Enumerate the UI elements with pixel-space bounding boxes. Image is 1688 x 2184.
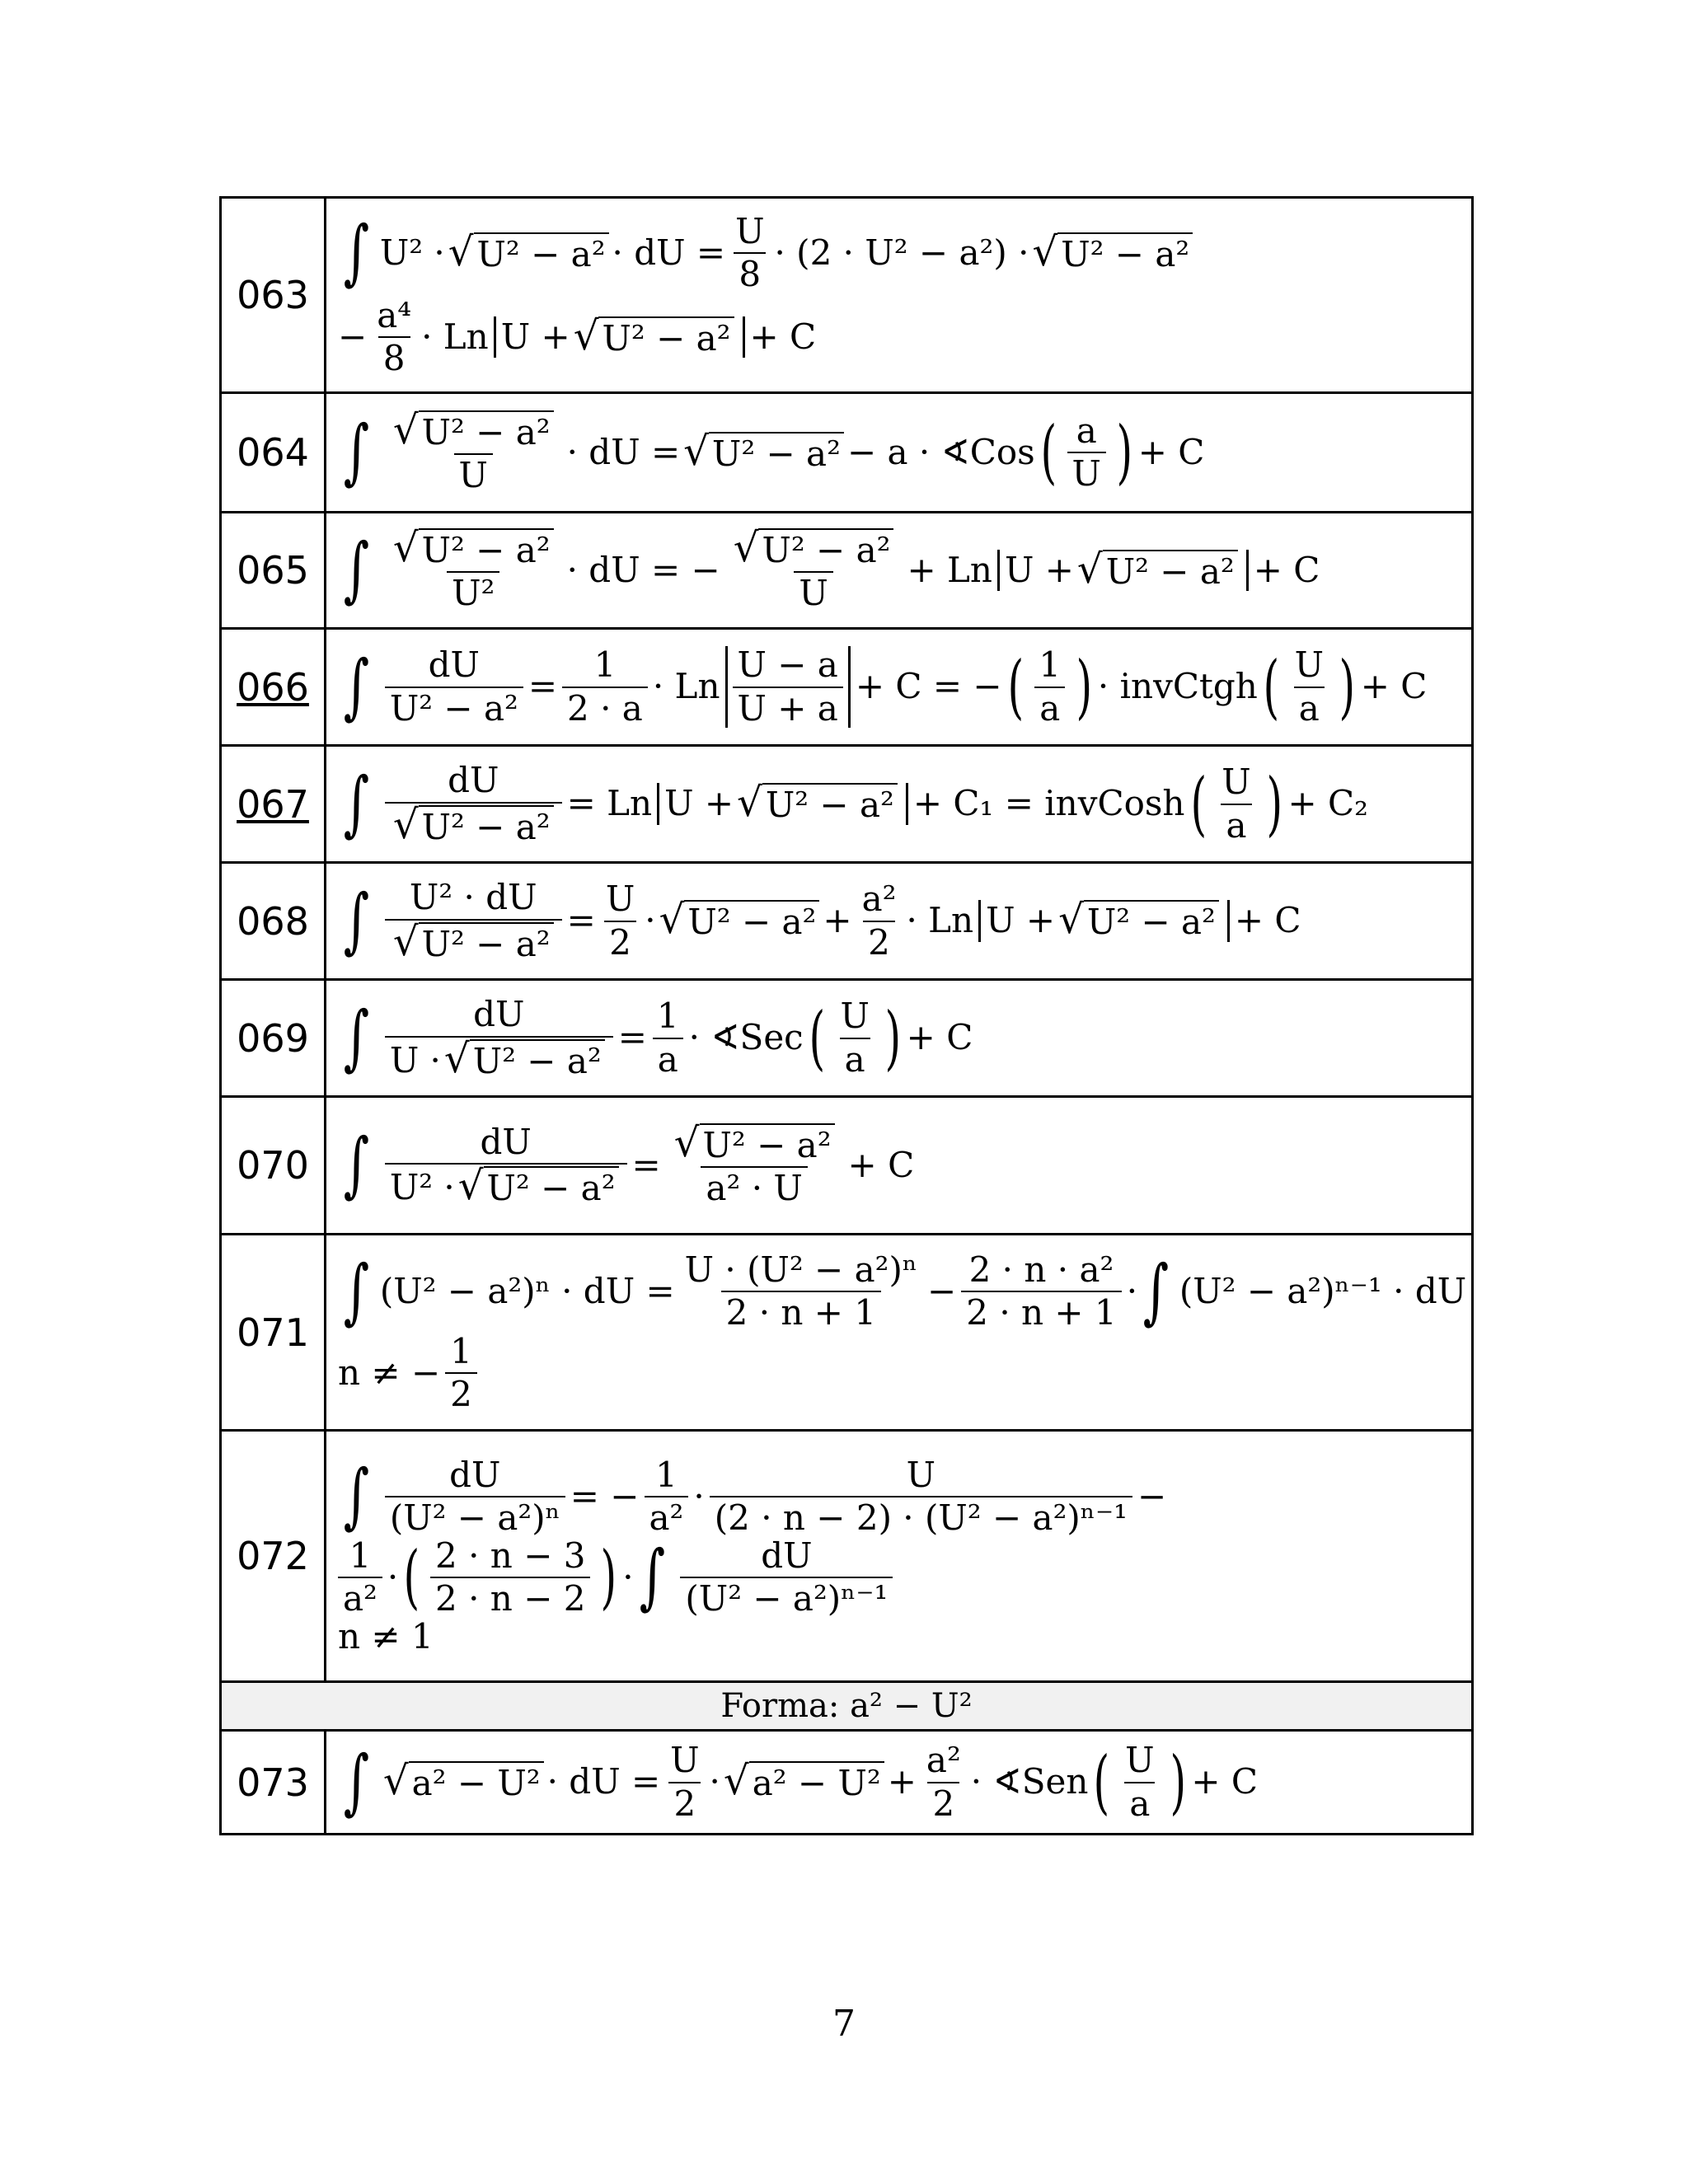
fraction: dU U² · √ U² − a² [385, 1123, 627, 1207]
formula-cell: ∫ dU U² · √ U² − a² = √ U² − a² a² · U + C [326, 1097, 1473, 1235]
square-root: √ U² − a² [1032, 232, 1193, 274]
table-row [221, 1097, 1473, 1235]
formula-cell: ∫ √ a² − U² · dU = $\frac{U}{2}$ · √ a² − U² + $\frac{\text{a²}}{2}$ · ∢Sen ( $\frac{U}{a}$ ) + C [326, 1731, 1473, 1835]
fraction: $\frac{1}{\text{a²}}$ [338, 1537, 382, 1618]
fraction: $\frac{\text{2 · n · a²}}{2 \cdot n + 1}$ [961, 1251, 1121, 1332]
row-number: 063 [221, 198, 326, 393]
formula-cell: ∫ dU √ U² − a² = Ln U + √ U² − a² + C₁ = invCosh ( $\frac{U}{a}$ ) + C₂ [326, 746, 1473, 863]
row-number: 068 [221, 863, 326, 980]
row-number: 067 [221, 746, 326, 863]
square-root: √ U² − a² [683, 432, 844, 473]
row-number: 065 [221, 513, 326, 629]
table-row [221, 1731, 1473, 1835]
formula-cell: ∫ dU U · √ U² − a² = $\frac{1}{a}$ · ∢Sec ( $\frac{U}{a}$ ) + C [326, 980, 1473, 1097]
formula-cell: ∫ $\frac{dU}{\text{U² − a²}}$ = $\frac{1}{2 \cdot a}$ · Ln $\frac{U - a}{U + a}$ + C = − ( $\frac{1}{a}$ ) · invCtgh ( $\frac{U}{a}$ ) + C [326, 629, 1473, 746]
absolute-value: U + √ U² − a² [494, 316, 745, 358]
parenthesis: ( $\frac{1}{a}$ ) [1007, 644, 1093, 729]
table-row [221, 198, 1473, 393]
square-root: √ a² − U² [724, 1761, 884, 1802]
formula-cell: ∫ √ U² − a² U · dU = √ U² − a² − a · ∢Cos ( $\frac{a}{U}$ ) + C [326, 393, 1473, 513]
row-number: 071 [221, 1235, 326, 1431]
table-row [221, 980, 1473, 1097]
condition: n ≠ 1 [338, 1616, 434, 1657]
absolute-value: U + √ U² − a² [978, 900, 1230, 941]
fraction: √ U² − a² U² [385, 528, 562, 612]
table-row [221, 393, 1473, 513]
parenthesis: ( $\frac{U}{a}$ ) [1263, 644, 1356, 729]
section-header: Forma: a² − U² [221, 1682, 1473, 1731]
integral-sign: ∫ [343, 1123, 370, 1207]
fraction: $\frac{dU}{\text{(U² − a²)ⁿ⁻¹}}$ [680, 1537, 893, 1618]
parenthesis: ( $\frac{2 \cdot n - 3}{2 \cdot n - 2}$ ) [403, 1535, 617, 1619]
formula-cell: ∫ U² · √ U² − a² · dU = $\frac{U}{8}$ · (2 · U² − a²) · √ U² − a² − $\frac{\text{a⁴}}{8}$ · Ln U + √ U² − a² + C [326, 198, 1473, 393]
fraction: √ U² − a² a² · U [666, 1123, 843, 1207]
integral-sign: ∫ [639, 1535, 665, 1619]
parenthesis: ( $\frac{U}{a}$ ) [809, 996, 902, 1080]
fraction: $\frac{\text{U · (U² − a²)ⁿ}}{2 \cdot n + 1}$ [684, 1249, 918, 1333]
integral-sign: ∫ [343, 211, 370, 294]
fraction: $\frac{1}{2}$ [445, 1333, 477, 1413]
table-row [221, 1235, 1473, 1431]
row-number: 069 [221, 980, 326, 1097]
formula-cell: ∫ √ U² − a² U² · dU = − √ U² − a² U + Ln U + √ U² − a² + C [326, 513, 1473, 629]
integral-sign: ∫ [343, 644, 370, 728]
integral-sign: ∫ [343, 528, 370, 612]
fraction: $\frac{\text{a²}}{2}$ [926, 1740, 961, 1824]
integral-sign: ∫ [343, 996, 370, 1079]
row-number: 066 [221, 629, 326, 746]
fraction: U² · dU √ U² − a² [385, 879, 562, 963]
fraction: √ U² − a² U [385, 410, 562, 494]
integral-sign: ∫ [343, 879, 370, 962]
row-number: 073 [221, 1731, 326, 1835]
integral-sign: ∫ [343, 1455, 370, 1538]
row-number: 064 [221, 393, 326, 513]
formula-cell: ∫ U² · dU √ U² − a² = $\frac{U}{2}$ · √ U² − a² + $\frac{\text{a²}}{2}$ · Ln U + √ U² − a² + C [326, 863, 1473, 980]
fraction: $\frac{U}{8}$ [735, 210, 765, 294]
absolute-value: $\frac{U - a}{U + a}$ [725, 646, 851, 727]
parenthesis: ( $\frac{U}{a}$ ) [1190, 762, 1282, 846]
fraction: $\frac{1}{2 \cdot a}$ [562, 646, 648, 727]
parenthesis: ( $\frac{U}{a}$ ) [1093, 1740, 1186, 1824]
fraction: $\frac{U}{\text{(2 · n − 2) · (U² − a²)ⁿ⁻¹}}$ [710, 1456, 1132, 1537]
row-number: 070 [221, 1097, 326, 1235]
fraction: $\frac{dU}{\text{(U² − a²)ⁿ}}$ [385, 1456, 565, 1537]
fraction: $\frac{dU}{\text{U² − a²}}$ [385, 646, 523, 727]
table-row [221, 629, 1473, 746]
integral-sign: ∫ [343, 410, 370, 494]
row-number: 072 [221, 1431, 326, 1682]
square-root: √ a² − U² [383, 1761, 544, 1802]
integral-sign: ∫ [343, 1740, 370, 1823]
fraction: $\frac{\text{a⁴}}{8}$ [377, 295, 412, 379]
table-row [221, 863, 1473, 980]
parenthesis: ( $\frac{a}{U}$ ) [1040, 410, 1133, 494]
integral-sign: ∫ [1142, 1249, 1170, 1333]
fraction: dU √ U² − a² [385, 762, 562, 846]
fraction: √ U² − a² U [725, 528, 903, 612]
absolute-value: U + √ U² − a² [657, 783, 908, 824]
table-row [221, 513, 1473, 629]
fraction: $\frac{1}{\text{a²}}$ [645, 1456, 689, 1537]
table-row [221, 1431, 1473, 1682]
integral-sign: ∫ [343, 762, 370, 845]
integral-sign: ∫ [343, 1249, 370, 1333]
integral-table [219, 196, 1474, 1835]
fraction: dU U · √ U² − a² [385, 996, 613, 1080]
fraction: $\frac{1}{a}$ [652, 997, 684, 1078]
square-root: √ U² − a² [659, 900, 820, 941]
square-root: √ U² − a² [448, 232, 609, 274]
formula-cell: ∫ $\frac{dU}{\text{(U² − a²)ⁿ}}$ = − $\frac{1}{\text{a²}}$ · $\frac{U}{\text{(2 · n − 2) · (U² − a²)ⁿ⁻¹}}$ − $\frac{1}{\text{a²}}$ · ( $\frac{2 \cdot n - 3}{2 \cdot n - 2}$ ) · ∫ $\frac{dU}{\text{(U² − a²)ⁿ⁻¹}}$ n ≠ 1 [326, 1431, 1473, 1682]
fraction: $\frac{U}{2}$ [605, 879, 635, 963]
table-row [221, 746, 1473, 863]
page-number: 7 [832, 2003, 856, 2045]
fraction: $\frac{U}{2}$ [670, 1740, 700, 1824]
formula-cell: ∫ (U² − a²)ⁿ · dU = $\frac{\text{U · (U² − a²)ⁿ}}{2 \cdot n + 1}$ − $\frac{\text{2 · n · a²}}{2 \cdot n + 1}$ · ∫ (U² − a²)ⁿ⁻¹ · dU n ≠ − $\frac{1}{2}$ [326, 1235, 1473, 1431]
absolute-value: U + √ U² − a² [997, 550, 1249, 591]
fraction: $\frac{\text{a²}}{2}$ [861, 879, 897, 963]
